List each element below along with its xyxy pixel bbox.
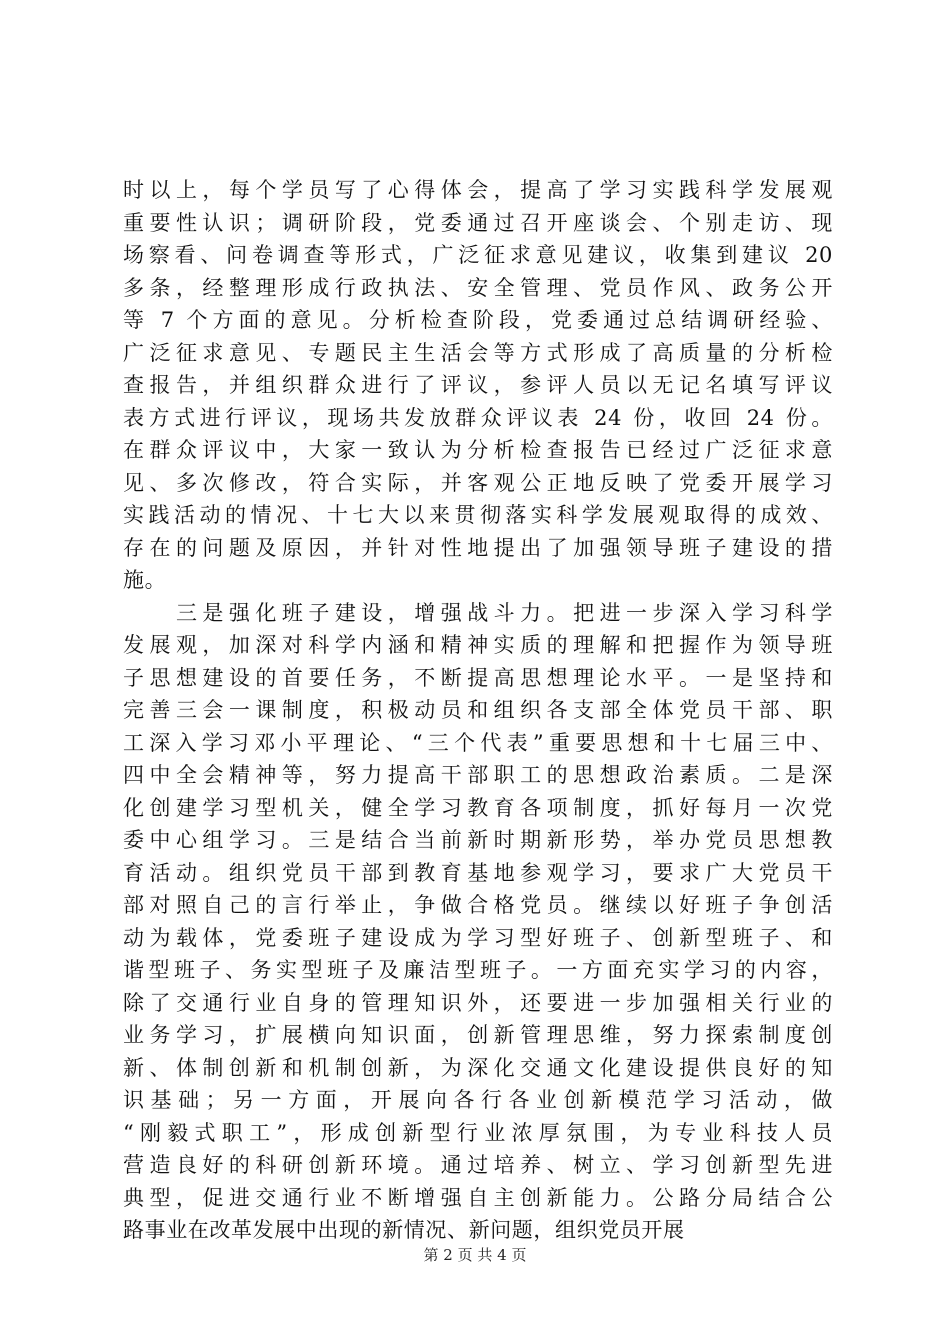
text-line: 三是强化班子建设，增强战斗力。把进一步深入学习科学 — [123, 600, 833, 625]
document-body — [123, 174, 833, 1247]
text-line: 典型，促进交通行业不断增强自主创新能力。公路分局结合公 — [123, 1185, 833, 1210]
text-line: 在群众评议中，大家一致认为分析检查报告已经过广泛征求意 — [123, 438, 833, 462]
text-line: 部对照自己的言行举止，争做合格党员。继续以好班子争创活 — [123, 893, 833, 917]
text-line: 谐型班子、务实型班子及廉洁型班子。一方面充实学习的内容， — [123, 958, 833, 982]
text-line: 委中心组学习。三是结合当前新时期新形势，举办党员思想教 — [123, 828, 833, 852]
text-line: 营造良好的科研创新环境。通过培养、树立、学习创新型先进 — [123, 1153, 833, 1177]
text-line: 新、体制创新和机制创新，为深化交通文化建设提供良好的知 — [123, 1055, 833, 1080]
text-line: 路事业在改革发展中出现的新情况、新问题，组织党员开展 — [123, 1218, 685, 1242]
text-line: 等 7 个方面的意见。分析检查阶段，党委通过总结调研经验、 — [123, 308, 833, 332]
text-line: 除了交通行业自身的管理知识外，还要进一步加强相关行业的 — [123, 990, 833, 1015]
text-line: 实践活动的情况、十七大以来贯彻落实科学发展观取得的成效、 — [123, 503, 833, 527]
text-line: 识基础；另一方面，开展向各行各业创新模范学习活动，做 — [123, 1088, 833, 1112]
text-line: 完善三会一课制度，积极动员和组织各支部全体党员干部、职 — [123, 698, 833, 722]
text-line: 动为载体，党委班子建设成为学习型好班子、创新型班子、和 — [123, 925, 833, 950]
text-line: 子思想建设的首要任务，不断提高思想理论水平。一是坚持和 — [123, 665, 833, 690]
text-line: 广泛征求意见、专题民主生活会等方式形成了高质量的分析检 — [123, 340, 833, 365]
text-line: 存在的问题及原因，并针对性地提出了加强领导班子建设的措 — [123, 535, 833, 560]
text-line: 发展观，加深对科学内涵和精神实质的理解和把握作为领导班 — [123, 633, 833, 657]
text-line: “刚毅式职工”，形成创新型行业浓厚氛围，为专业科技人员 — [123, 1120, 833, 1145]
text-line: 查报告，并组织群众进行了评议，参评人员以无记名填写评议 — [123, 373, 833, 397]
text-line: 重要性认识；调研阶段，党委通过召开座谈会、个别走访、现 — [123, 210, 833, 235]
text-line: 场察看、问卷调查等形式，广泛征求意见建议，收集到建议 20 — [123, 243, 833, 267]
text-line: 施。 — [123, 568, 167, 592]
text-line: 四中全会精神等，努力提高干部职工的思想政治素质。二是深 — [123, 763, 833, 787]
text-line: 表方式进行评议，现场共发放群众评议表 24 份，收回 24 份。 — [123, 405, 833, 430]
page-footer: 第 2 页 共 4 页 — [423, 1246, 527, 1264]
text-line: 业务学习，扩展横向知识面，创新管理思维，努力探索制度创 — [123, 1023, 833, 1047]
text-line: 多条，经整理形成行政执法、安全管理、党员作风、政务公开 — [123, 275, 833, 300]
text-line: 工深入学习邓小平理论、“三个代表”重要思想和十七届三中、 — [123, 730, 833, 755]
text-line: 化创建学习型机关，健全学习教育各项制度，抓好每月一次党 — [123, 795, 833, 820]
text-line: 见、多次修改，符合实际，并客观公正地反映了党委开展学习 — [123, 470, 833, 495]
text-line: 育活动。组织党员干部到教育基地参观学习，要求广大党员干 — [123, 860, 833, 885]
text-line: 时以上，每个学员写了心得体会，提高了学习实践科学发展观 — [123, 178, 833, 202]
